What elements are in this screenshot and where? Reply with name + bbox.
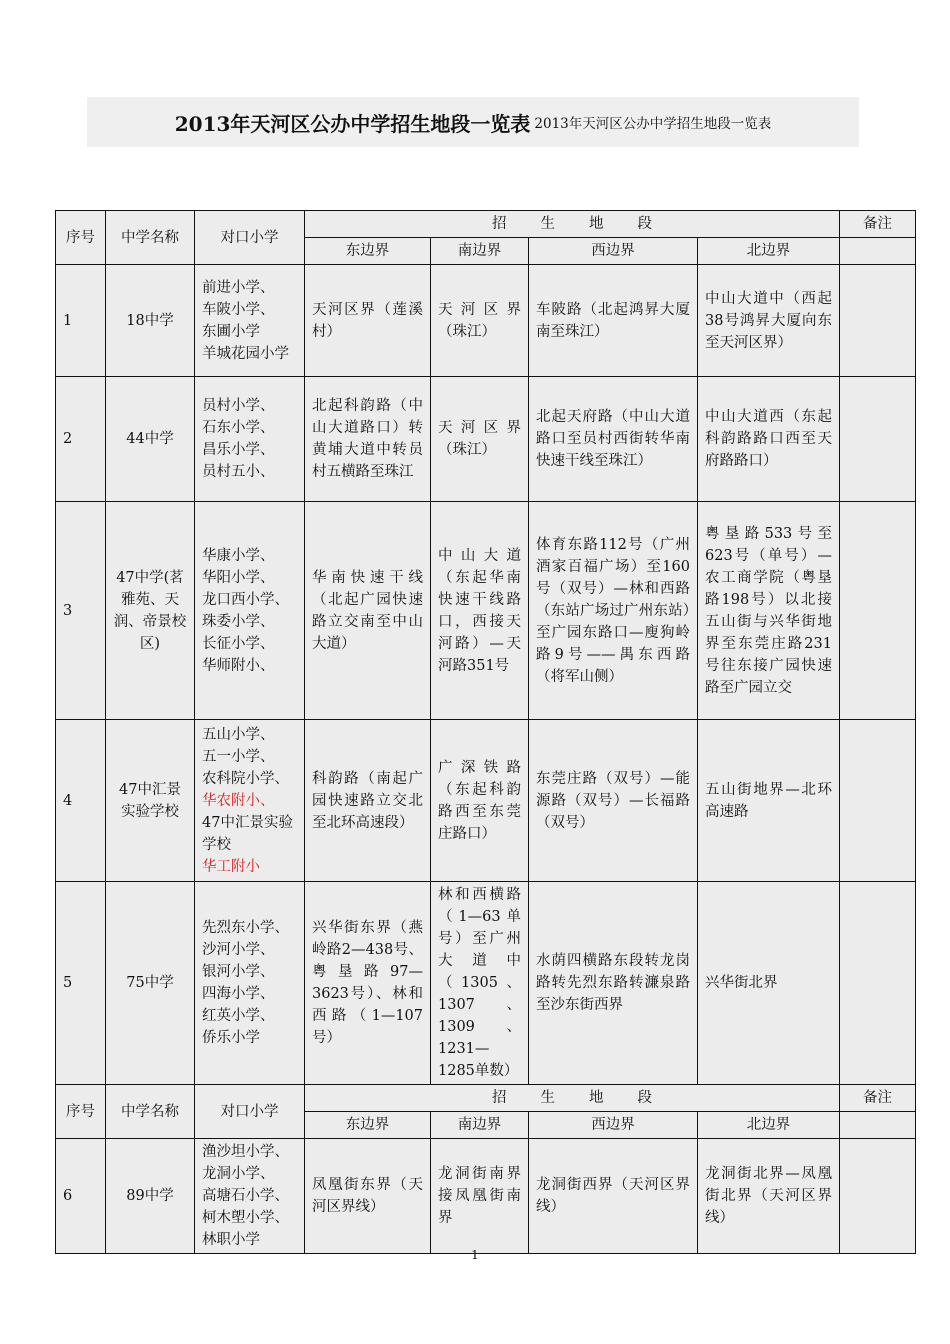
header-remark: 备注 xyxy=(840,1085,916,1112)
primary-school: 柯木塱小学、 xyxy=(202,1210,289,1226)
row-west: 体育东路112号（广州酒家百福广场）至160号（双号）—林和西路（东站广场过广州东站）至广园东路口—廋狗岭路9号——禺东西路（将军山侧） xyxy=(529,502,698,720)
primary-school: 渔沙坦小学、 xyxy=(202,1144,289,1160)
row-north: 兴华街北界 xyxy=(698,882,840,1085)
row-north: 中山大道西（东起科韵路路口西至天府路路口） xyxy=(698,377,840,502)
row-primaries xyxy=(195,882,305,1085)
row-east: 天河区界（莲溪村） xyxy=(305,265,431,377)
row-west: 北起天府路（中山大道路口至员村西街转华南快速干线至珠江） xyxy=(529,377,698,502)
primary-school: 农科院小学、 xyxy=(202,770,289,787)
admission-table xyxy=(55,210,916,1254)
row-remark xyxy=(840,377,916,502)
row-west: 东莞庄路（双号）—能源路（双号）—长福路（双号） xyxy=(529,720,698,882)
page-subtitle: 2013年天河区公办中学招生地段一览表 xyxy=(534,116,772,132)
table-row xyxy=(56,882,916,1085)
row-school: 44中学 xyxy=(106,377,195,502)
row-south: 林和西横路（1—63单号）至广州大道中（1305、1307、1309、1231—1285单数） xyxy=(431,882,529,1085)
primary-school: 沙河小学、 xyxy=(202,942,275,958)
header-west: 西边界 xyxy=(529,1112,698,1139)
row-school: 18中学 xyxy=(106,265,195,377)
table-row xyxy=(56,720,916,882)
primary-school: 五山小学、 xyxy=(202,726,275,743)
row-remark xyxy=(840,1139,916,1254)
header-remark-blank xyxy=(840,1112,916,1139)
row-seq: 2 xyxy=(56,377,106,502)
table-row xyxy=(56,502,916,720)
row-primaries xyxy=(195,265,305,377)
primary-school: 四海小学、 xyxy=(202,986,275,1002)
header-seq: 序号 xyxy=(56,211,106,265)
table-row xyxy=(56,265,916,377)
primary-school: 员村小学、 xyxy=(202,398,275,414)
header-north: 北边界 xyxy=(698,1112,840,1139)
row-north: 粤垦路533号至623号（单号）—农工商学院（粤垦路198号）以北接五山街与兴华街地界至东莞庄路231号往东接广园快速路至广园立交 xyxy=(698,502,840,720)
row-east: 凤凰街东界（天河区界线） xyxy=(305,1139,431,1254)
header-school: 中学名称 xyxy=(106,211,195,265)
row-east: 北起科韵路（中山大道路口）转黄埔大道中转员村五横路至珠江 xyxy=(305,377,431,502)
primary-school: 羊城花园小学 xyxy=(202,345,289,362)
primary-school: 员村五小、 xyxy=(202,464,275,480)
row-remark xyxy=(840,720,916,882)
row-west: 龙洞街西界（天河区界线） xyxy=(529,1139,698,1254)
page-number: 1 xyxy=(471,1248,479,1262)
header-seq: 序号 xyxy=(56,1085,106,1139)
row-seq: 6 xyxy=(56,1139,106,1254)
row-school: 47中学(茗雅苑、天润、帝景校区) xyxy=(106,502,195,720)
primary-school: 珠委小学、 xyxy=(202,613,275,630)
row-school: 47中汇景实验学校 xyxy=(106,720,195,882)
row-north: 五山街地界—北环高速路 xyxy=(698,720,840,882)
row-south: 龙洞街南界接凤凰街南界 xyxy=(431,1139,529,1254)
row-seq: 3 xyxy=(56,502,106,720)
row-remark xyxy=(840,502,916,720)
primary-school: 华康小学、 xyxy=(202,547,275,564)
row-south: 天河区界（珠江） xyxy=(431,265,529,377)
row-seq: 4 xyxy=(56,720,106,882)
primary-school-highlighted: 华农附小、 xyxy=(202,792,275,809)
primary-school: 车陂小学、 xyxy=(202,301,275,318)
row-west: 车陂路（北起鸿昇大厦南至珠江） xyxy=(529,265,698,377)
title-banner xyxy=(87,97,859,147)
primary-school: 石东小学、 xyxy=(202,420,275,436)
primary-school: 银河小学、 xyxy=(202,964,275,980)
primary-school: 华阳小学、 xyxy=(202,569,275,586)
header-south: 南边界 xyxy=(431,1112,529,1139)
primary-school-highlighted: 华工附小 xyxy=(202,858,260,875)
row-east: 兴华街东界（燕岭路2—438号、粤垦路97—3623号）、林和西路（1—107号） xyxy=(305,882,431,1085)
header-east: 东边界 xyxy=(305,1112,431,1139)
row-east: 科韵路（南起广园快速路立交北至北环高速段） xyxy=(305,720,431,882)
row-remark xyxy=(840,265,916,377)
header-primary: 对口小学 xyxy=(195,1085,305,1139)
table-row xyxy=(56,377,916,502)
page-title: 2013年天河区公办中学招生地段一览表 xyxy=(174,111,531,136)
header-west: 西边界 xyxy=(529,238,698,265)
row-south: 广深铁路（东起科韵路西至东莞庄路口） xyxy=(431,720,529,882)
row-remark xyxy=(840,882,916,1085)
header-remark-blank xyxy=(840,238,916,265)
row-primaries xyxy=(195,377,305,502)
primary-school: 五一小学、 xyxy=(202,748,275,765)
primary-school: 长征小学、 xyxy=(202,635,275,652)
primary-school: 华师附小、 xyxy=(202,657,275,674)
header-remark: 备注 xyxy=(840,211,916,238)
primary-school: 高塘石小学、 xyxy=(202,1188,289,1204)
row-east: 华南快速干线（北起广园快速路立交南至中山大道） xyxy=(305,502,431,720)
table-row xyxy=(56,1139,916,1254)
row-primaries xyxy=(195,720,305,882)
header-primary: 对口小学 xyxy=(195,211,305,265)
row-seq: 5 xyxy=(56,882,106,1085)
primary-school: 林职小学 xyxy=(202,1232,260,1248)
header-north: 北边界 xyxy=(698,238,840,265)
primary-school: 昌乐小学、 xyxy=(202,442,275,458)
row-primaries xyxy=(195,502,305,720)
row-north: 中山大道中（西起38号鸿昇大厦向东至天河区界） xyxy=(698,265,840,377)
header-zone: 招生地段 xyxy=(305,211,840,238)
primary-school: 侨乐小学 xyxy=(202,1030,260,1046)
header-east: 东边界 xyxy=(305,238,431,265)
header-row-repeat xyxy=(56,1085,916,1112)
header-south: 南边界 xyxy=(431,238,529,265)
row-seq: 1 xyxy=(56,265,106,377)
primary-school: 龙口西小学、 xyxy=(202,591,289,608)
primary-school: 前进小学、 xyxy=(202,279,275,296)
row-west: 水荫四横路东段转龙岗路转先烈东路转濂泉路至沙东街西界 xyxy=(529,882,698,1085)
header-school: 中学名称 xyxy=(106,1085,195,1139)
row-school: 89中学 xyxy=(106,1139,195,1254)
primary-school: 红英小学、 xyxy=(202,1008,275,1024)
row-primaries xyxy=(195,1139,305,1254)
row-south: 中山大道（东起华南快速干线路口，西接天河路）—天河路351号 xyxy=(431,502,529,720)
primary-school: 龙洞小学、 xyxy=(202,1166,275,1182)
row-school: 75中学 xyxy=(106,882,195,1085)
header-zone: 招生地段 xyxy=(305,1085,840,1112)
row-north: 龙洞街北界—凤凰街北界（天河区界线） xyxy=(698,1139,840,1254)
primary-school: 47中汇景实验学校 xyxy=(202,814,293,853)
header-row xyxy=(56,211,916,238)
row-south: 天河区界（珠江） xyxy=(431,377,529,502)
primary-school: 东圃小学 xyxy=(202,323,260,340)
primary-school: 先烈东小学、 xyxy=(202,920,289,936)
